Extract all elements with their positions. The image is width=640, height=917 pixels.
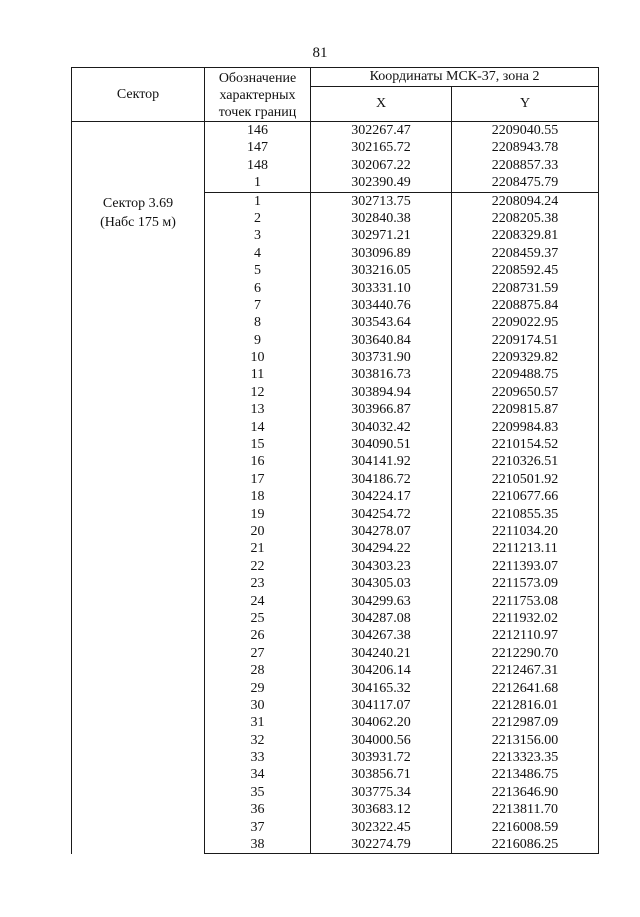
y-coordinate-cell: 2209984.83 bbox=[452, 419, 599, 436]
point-number-cell: 1 bbox=[205, 192, 311, 210]
y-coordinate-cell: 2208731.59 bbox=[452, 280, 599, 297]
x-coordinate-cell: 303683.12 bbox=[311, 801, 452, 818]
x-coordinate-cell: 303216.05 bbox=[311, 262, 452, 279]
header-coordinates: Координаты МСК-37, зона 2 bbox=[311, 68, 599, 87]
header-designation-line: характерных bbox=[219, 88, 296, 103]
header-designation bbox=[205, 68, 311, 122]
y-coordinate-cell: 2209040.55 bbox=[452, 122, 599, 140]
point-number-cell: 20 bbox=[205, 523, 311, 540]
point-number-cell: 1 bbox=[205, 174, 311, 192]
y-coordinate-cell: 2208329.81 bbox=[452, 227, 599, 244]
sector-cell bbox=[72, 192, 205, 854]
point-number-cell: 34 bbox=[205, 766, 311, 783]
point-number-cell: 25 bbox=[205, 610, 311, 627]
header-sector: Сектор bbox=[72, 68, 205, 122]
sector-label: (Набс 175 м) bbox=[100, 215, 176, 231]
x-coordinate-cell: 303331.10 bbox=[311, 280, 452, 297]
point-number-cell: 19 bbox=[205, 506, 311, 523]
point-number-cell: 2 bbox=[205, 210, 311, 227]
x-coordinate-cell: 304165.32 bbox=[311, 680, 452, 697]
point-number-cell: 30 bbox=[205, 697, 311, 714]
x-coordinate-cell: 304294.22 bbox=[311, 540, 452, 557]
x-coordinate-cell: 304117.07 bbox=[311, 697, 452, 714]
point-number-cell: 14 bbox=[205, 419, 311, 436]
y-coordinate-cell: 2212816.01 bbox=[452, 697, 599, 714]
x-coordinate-cell: 303440.76 bbox=[311, 297, 452, 314]
x-coordinate-cell: 304224.17 bbox=[311, 488, 452, 505]
y-coordinate-cell: 2209650.57 bbox=[452, 384, 599, 401]
x-coordinate-cell: 304254.72 bbox=[311, 506, 452, 523]
x-coordinate-cell: 302840.38 bbox=[311, 210, 452, 227]
point-number-cell: 27 bbox=[205, 645, 311, 662]
y-coordinate-cell: 2209174.51 bbox=[452, 332, 599, 349]
table-body bbox=[72, 122, 599, 854]
x-coordinate-cell: 302390.49 bbox=[311, 174, 452, 192]
x-coordinate-cell: 303543.64 bbox=[311, 314, 452, 331]
point-number-cell: 32 bbox=[205, 732, 311, 749]
x-coordinate-cell: 303096.89 bbox=[311, 245, 452, 262]
page-number: 81 bbox=[312, 45, 328, 61]
point-number-cell: 10 bbox=[205, 349, 311, 366]
y-coordinate-cell: 2210677.66 bbox=[452, 488, 599, 505]
y-coordinate-cell: 2208943.78 bbox=[452, 139, 599, 156]
y-coordinate-cell: 2212987.09 bbox=[452, 714, 599, 731]
y-coordinate-cell: 2213486.75 bbox=[452, 766, 599, 783]
x-coordinate-cell: 302165.72 bbox=[311, 139, 452, 156]
x-coordinate-cell: 303966.87 bbox=[311, 401, 452, 418]
y-coordinate-cell: 2212467.31 bbox=[452, 662, 599, 679]
x-coordinate-cell: 302274.79 bbox=[311, 836, 452, 854]
point-number-cell: 11 bbox=[205, 366, 311, 383]
x-coordinate-cell: 303775.34 bbox=[311, 784, 452, 801]
point-number-cell: 12 bbox=[205, 384, 311, 401]
point-number-cell: 148 bbox=[205, 157, 311, 174]
y-coordinate-cell: 2210154.52 bbox=[452, 436, 599, 453]
point-number-cell: 18 bbox=[205, 488, 311, 505]
y-coordinate-cell: 2211213.11 bbox=[452, 540, 599, 557]
sector-cell bbox=[72, 122, 205, 193]
table-row bbox=[72, 192, 599, 210]
point-number-cell: 29 bbox=[205, 680, 311, 697]
point-number-cell: 28 bbox=[205, 662, 311, 679]
y-coordinate-cell: 2208205.38 bbox=[452, 210, 599, 227]
y-coordinate-cell: 2212641.68 bbox=[452, 680, 599, 697]
table-header bbox=[72, 68, 599, 122]
point-number-cell: 6 bbox=[205, 280, 311, 297]
x-coordinate-cell: 304240.21 bbox=[311, 645, 452, 662]
point-number-cell: 21 bbox=[205, 540, 311, 557]
point-number-cell: 33 bbox=[205, 749, 311, 766]
y-coordinate-cell: 2208094.24 bbox=[452, 192, 599, 210]
y-coordinate-cell: 2212110.97 bbox=[452, 627, 599, 644]
x-coordinate-cell: 303931.72 bbox=[311, 749, 452, 766]
x-coordinate-cell: 304141.92 bbox=[311, 453, 452, 470]
y-coordinate-cell: 2209815.87 bbox=[452, 401, 599, 418]
y-coordinate-cell: 2209329.82 bbox=[452, 349, 599, 366]
point-number-cell: 26 bbox=[205, 627, 311, 644]
point-number-cell: 147 bbox=[205, 139, 311, 156]
x-coordinate-cell: 304206.14 bbox=[311, 662, 452, 679]
point-number-cell: 7 bbox=[205, 297, 311, 314]
x-coordinate-cell: 303816.73 bbox=[311, 366, 452, 383]
point-number-cell: 146 bbox=[205, 122, 311, 140]
y-coordinate-cell: 2210326.51 bbox=[452, 453, 599, 470]
y-coordinate-cell: 2208857.33 bbox=[452, 157, 599, 174]
x-coordinate-cell: 302971.21 bbox=[311, 227, 452, 244]
x-coordinate-cell: 304062.20 bbox=[311, 714, 452, 731]
y-coordinate-cell: 2208459.37 bbox=[452, 245, 599, 262]
point-number-cell: 38 bbox=[205, 836, 311, 854]
point-number-cell: 35 bbox=[205, 784, 311, 801]
y-coordinate-cell: 2209022.95 bbox=[452, 314, 599, 331]
y-coordinate-cell: 2216086.25 bbox=[452, 836, 599, 854]
y-coordinate-cell: 2211034.20 bbox=[452, 523, 599, 540]
point-number-cell: 17 bbox=[205, 471, 311, 488]
y-coordinate-cell: 2213323.35 bbox=[452, 749, 599, 766]
point-number-cell: 4 bbox=[205, 245, 311, 262]
x-coordinate-cell: 304303.23 bbox=[311, 558, 452, 575]
y-coordinate-cell: 2208592.45 bbox=[452, 262, 599, 279]
point-number-cell: 8 bbox=[205, 314, 311, 331]
x-coordinate-cell: 302713.75 bbox=[311, 192, 452, 210]
point-number-cell: 13 bbox=[205, 401, 311, 418]
x-coordinate-cell: 304278.07 bbox=[311, 523, 452, 540]
y-coordinate-cell: 2213156.00 bbox=[452, 732, 599, 749]
y-coordinate-cell: 2210855.35 bbox=[452, 506, 599, 523]
y-coordinate-cell: 2210501.92 bbox=[452, 471, 599, 488]
x-coordinate-cell: 304299.63 bbox=[311, 593, 452, 610]
x-coordinate-cell: 304000.56 bbox=[311, 732, 452, 749]
x-coordinate-cell: 304287.08 bbox=[311, 610, 452, 627]
x-coordinate-cell: 302067.22 bbox=[311, 157, 452, 174]
point-number-cell: 15 bbox=[205, 436, 311, 453]
y-coordinate-cell: 2211573.09 bbox=[452, 575, 599, 592]
x-coordinate-cell: 304090.51 bbox=[311, 436, 452, 453]
header-designation-line: точек границ bbox=[218, 105, 297, 120]
y-coordinate-cell: 2209488.75 bbox=[452, 366, 599, 383]
y-coordinate-cell: 2211393.07 bbox=[452, 558, 599, 575]
y-coordinate-cell: 2213646.90 bbox=[452, 784, 599, 801]
x-coordinate-cell: 304267.38 bbox=[311, 627, 452, 644]
y-coordinate-cell: 2208475.79 bbox=[452, 174, 599, 192]
coordinates-table bbox=[71, 67, 599, 854]
sector-label: Сектор 3.69 bbox=[102, 196, 174, 212]
y-coordinate-cell: 2208875.84 bbox=[452, 297, 599, 314]
point-number-cell: 22 bbox=[205, 558, 311, 575]
header-designation-line: Обозначение bbox=[218, 71, 297, 86]
x-coordinate-cell: 302322.45 bbox=[311, 819, 452, 836]
y-coordinate-cell: 2216008.59 bbox=[452, 819, 599, 836]
point-number-cell: 31 bbox=[205, 714, 311, 731]
y-coordinate-cell: 2211932.02 bbox=[452, 610, 599, 627]
point-number-cell: 9 bbox=[205, 332, 311, 349]
y-coordinate-cell: 2211753.08 bbox=[452, 593, 599, 610]
point-number-cell: 16 bbox=[205, 453, 311, 470]
y-coordinate-cell: 2212290.70 bbox=[452, 645, 599, 662]
table-row bbox=[72, 122, 599, 140]
header-y: Y bbox=[452, 87, 599, 122]
y-coordinate-cell: 2213811.70 bbox=[452, 801, 599, 818]
header-x: X bbox=[311, 87, 452, 122]
x-coordinate-cell: 303856.71 bbox=[311, 766, 452, 783]
x-coordinate-cell: 303640.84 bbox=[311, 332, 452, 349]
point-number-cell: 5 bbox=[205, 262, 311, 279]
x-coordinate-cell: 302267.47 bbox=[311, 122, 452, 140]
x-coordinate-cell: 304305.03 bbox=[311, 575, 452, 592]
point-number-cell: 3 bbox=[205, 227, 311, 244]
point-number-cell: 24 bbox=[205, 593, 311, 610]
x-coordinate-cell: 303731.90 bbox=[311, 349, 452, 366]
point-number-cell: 37 bbox=[205, 819, 311, 836]
point-number-cell: 36 bbox=[205, 801, 311, 818]
x-coordinate-cell: 303894.94 bbox=[311, 384, 452, 401]
x-coordinate-cell: 304186.72 bbox=[311, 471, 452, 488]
x-coordinate-cell: 304032.42 bbox=[311, 419, 452, 436]
point-number-cell: 23 bbox=[205, 575, 311, 592]
